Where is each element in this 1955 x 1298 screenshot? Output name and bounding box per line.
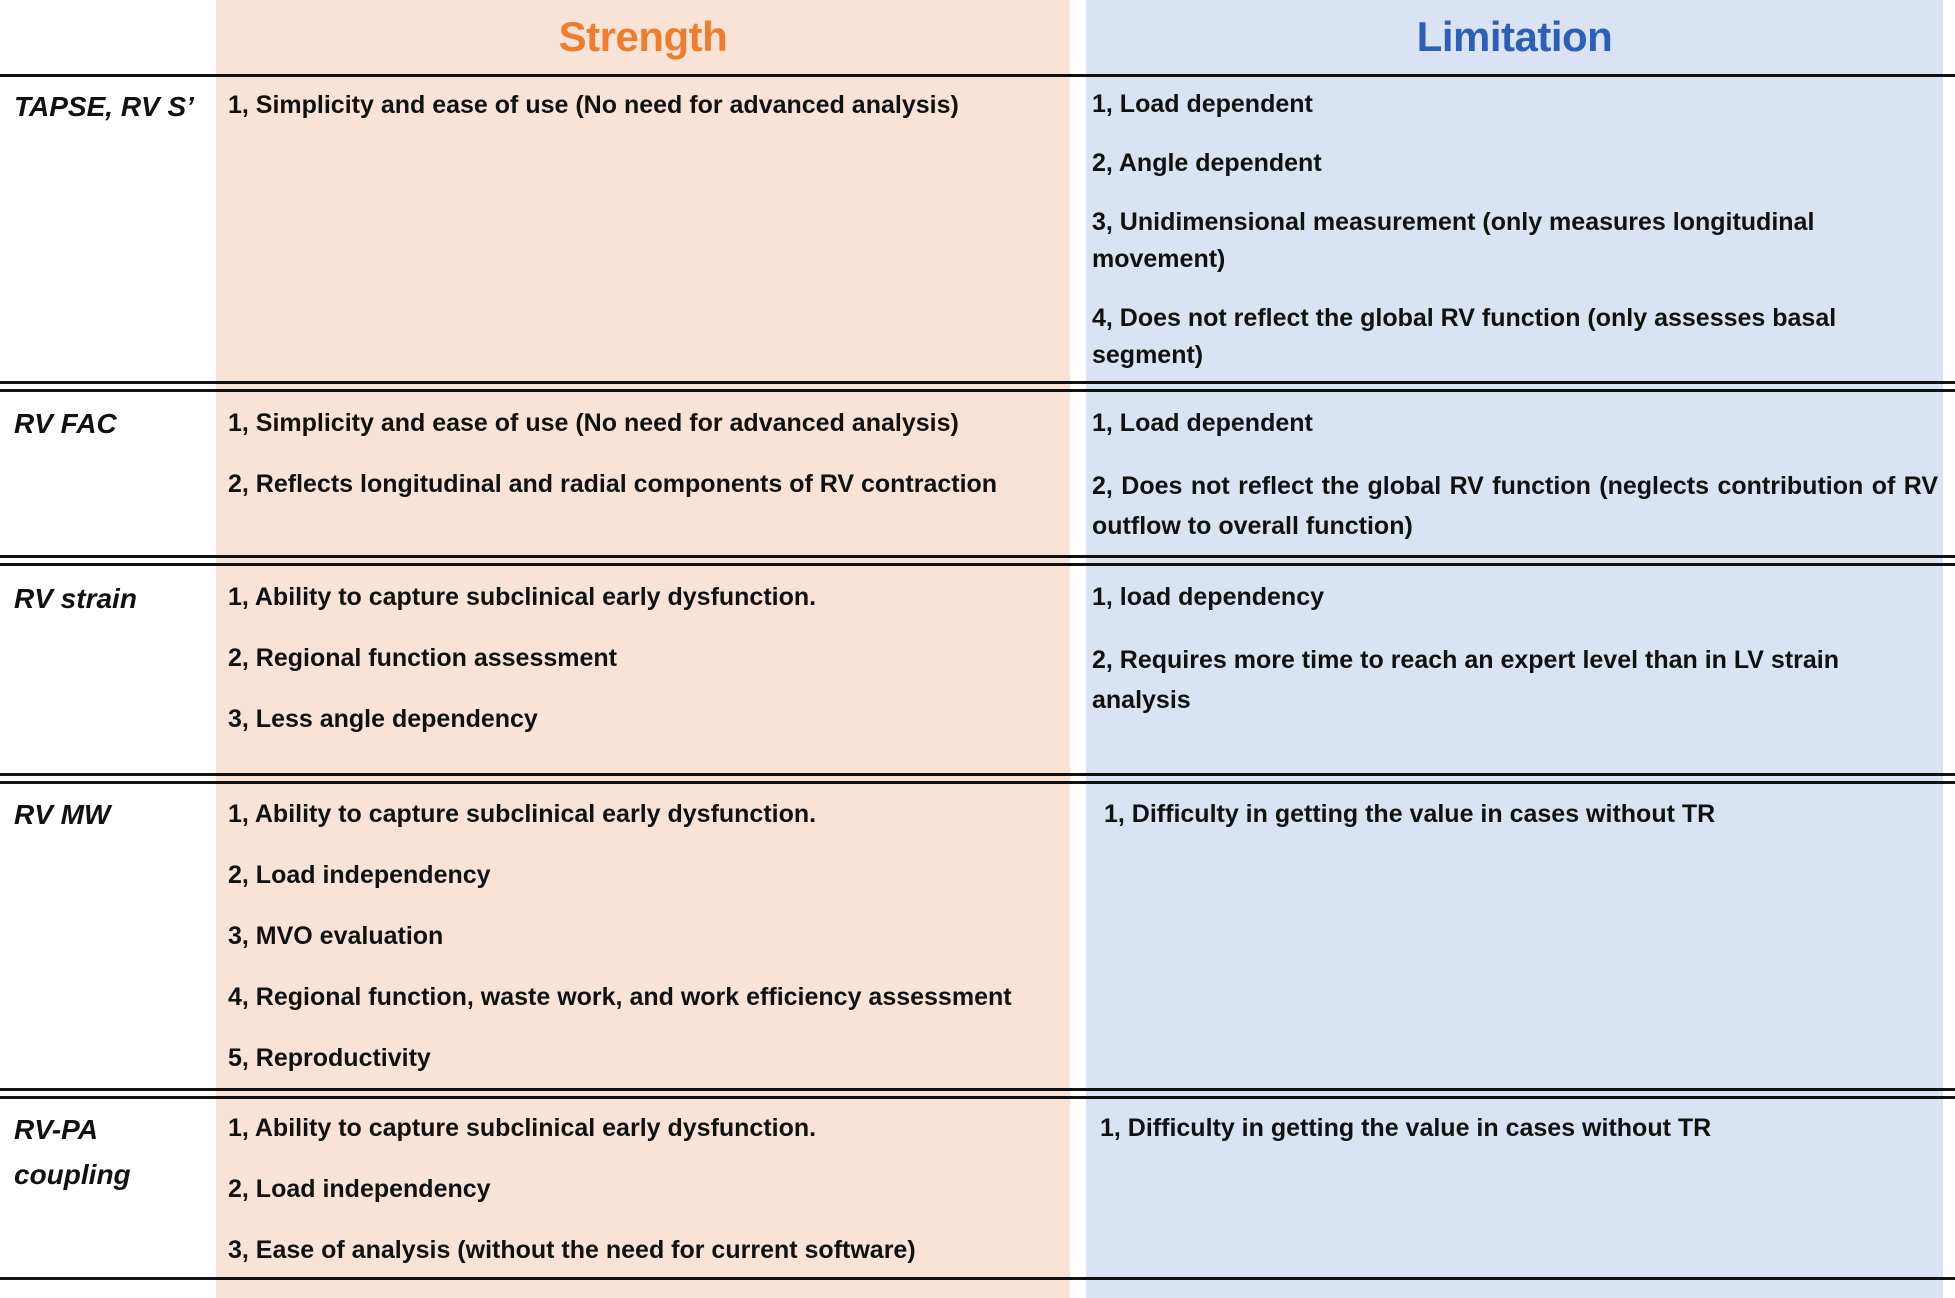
limitation-cell-rv-fac [1092,405,1938,570]
strength-item: 2, Regional function assessment [228,644,617,672]
limitation-item: 1, Load dependent [1092,90,1313,118]
strength-item: 1, Ability to capture subclinical early dysfunction. [228,1114,817,1142]
row-divider [0,773,1955,776]
strength-item: 4, Regional function, waste work, and work efficiency assessment [228,983,1012,1011]
limitation-cell-rv-strain [1092,579,1938,744]
strength-cell-tapse [228,87,1063,148]
limitation-item: 3, Unidimensional measurement (only measures longitudinal movement) [1092,208,1815,273]
limitation-item: 1, Load dependent [1092,409,1313,437]
row-label-rv-fac: RV FAC [14,408,117,439]
strength-cell-rv-pa-coupling [228,1110,1063,1293]
strength-item: 2, Load independency [228,1175,491,1203]
strength-item: 1, Ability to capture subclinical early dysfunction. [228,583,817,611]
strength-item: 2, Reflects longitudinal and radial components of RV contraction [228,470,998,498]
limitation-item: 2, Angle dependent [1092,149,1322,177]
header-rule [0,74,1955,77]
limitation-item: 1, Difficulty in getting the value in cases without TR [1104,800,1716,828]
strength-item: 2, Load independency [228,861,491,889]
limitation-cell-rv-mw [1104,796,1950,857]
strength-cell-rv-strain [228,579,1063,762]
limitation-header: Limitation [1416,12,1613,60]
row-label-rv-pa-coupling: RV-PA coupling [14,1114,131,1190]
strength-item: 3, MVO evaluation [228,922,444,950]
strength-item: 1, Simplicity and ease of use (No need for advanced analysis) [228,91,959,119]
strength-header: Strength [558,12,728,60]
limitation-cell-tapse [1092,86,1938,398]
limitation-item: 2, Does not reflect the global RV function (neglects contribution of RV outflow to overall function) [1092,472,1938,540]
row-label-tapse: TAPSE, RV S’ [14,91,194,122]
strength-cell-rv-mw [228,796,1063,1101]
limitation-item: 4, Does not reflect the global RV function (only assesses basal segment) [1092,304,1837,369]
strength-item: 1, Ability to capture subclinical early dysfunction. [228,800,817,828]
row-label-rv-mw: RV MW [14,799,111,830]
row-divider [0,781,1955,784]
strength-item: 3, Less angle dependency [228,705,538,733]
strength-item: 5, Reproductivity [228,1044,431,1072]
limitation-item: 1, load dependency [1092,583,1325,611]
limitation-item: 1, Difficulty in getting the value in cases without TR [1100,1114,1712,1142]
limitation-item: 2, Requires more time to reach an expert level than in LV strain analysis [1092,646,1839,714]
strength-item: 1, Simplicity and ease of use (No need for advanced analysis) [228,409,959,437]
limitation-cell-rv-pa-coupling [1100,1110,1946,1171]
row-label-rv-strain: RV strain [14,583,137,614]
strength-item: 3, Ease of analysis (without the need for current software) [228,1236,916,1264]
strength-cell-rv-fac [228,405,1063,527]
